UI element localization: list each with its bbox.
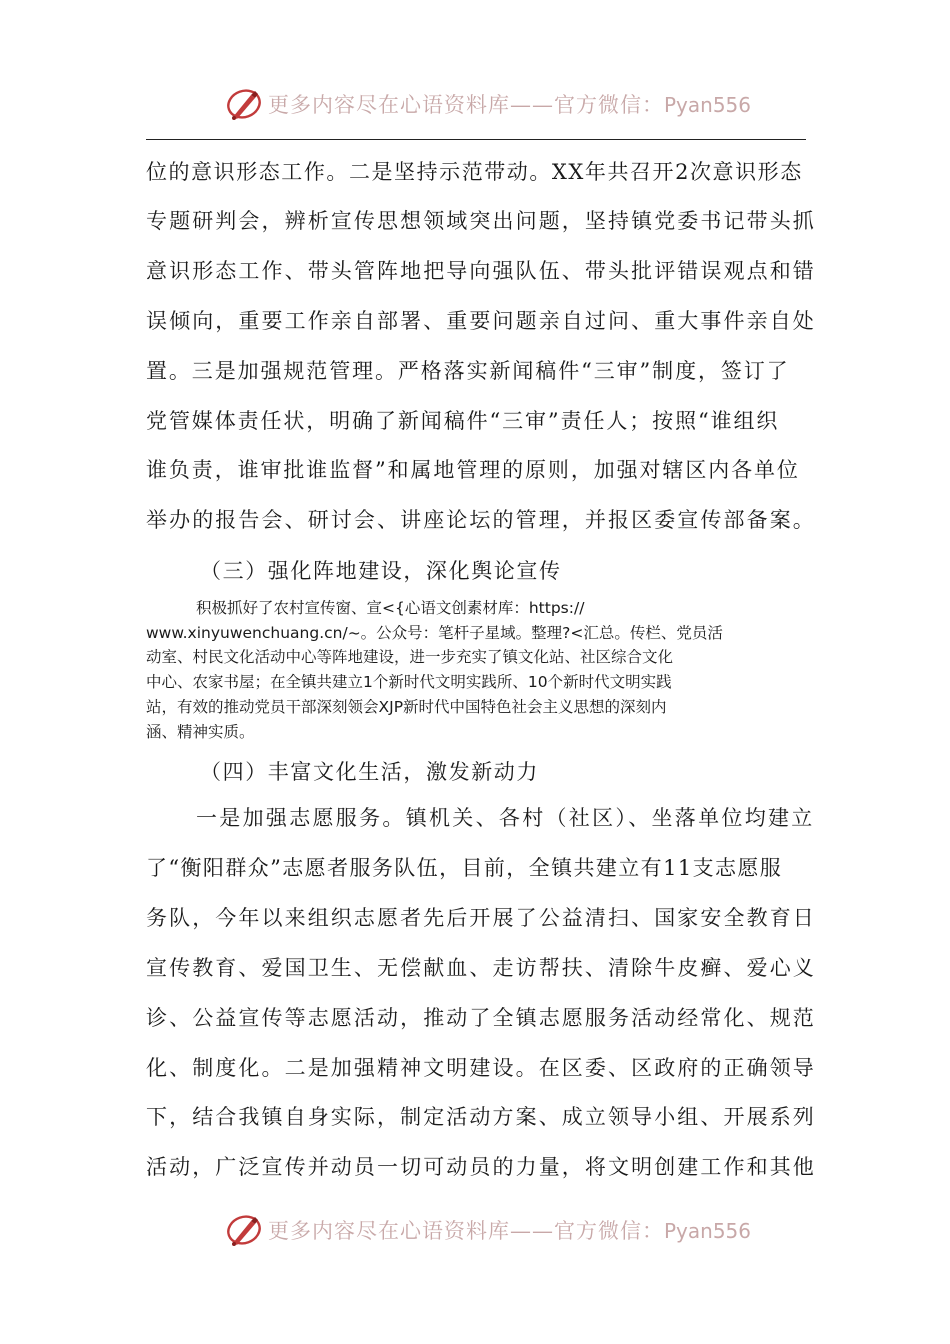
text-line: 了“衡阳群众”志愿者服务队伍，目前，全镇共建立有11支志愿服 <box>146 856 783 880</box>
text-line: 化、制度化。二是加强精神文明建设。在区委、区政府的正确领导 <box>146 1056 816 1080</box>
text-line: 举办的报告会、研讨会、讲座论坛的管理，并报区委宣传部备案。 <box>146 508 816 532</box>
watermark-wechat: 官方微信： <box>554 1219 664 1243</box>
header-rule <box>146 139 806 140</box>
text-line: www.xinyuwenchuang.cn/~。公众号：笔杆子星域。整理?<汇总。传栏、党员活 <box>146 623 723 642</box>
text-line: 党管媒体责任状，明确了新闻稿件“三审”责任人；按照“谁组织 <box>146 409 780 433</box>
header-watermark <box>0 80 950 130</box>
text-line: 专题研判会，辨析宣传思想领域突出问题，坚持镇党委书记带头抓 <box>146 209 816 233</box>
text-line: 宣传教育、爱国卫生、无偿献血、走访帮扶、清除牛皮癣、爱心义 <box>146 956 816 980</box>
text-line: 中心、农家书屋；在全镇共建立1个新时代文明实践所、10个新时代文明实践 <box>146 673 672 692</box>
watermark-dash: —— <box>510 1219 554 1243</box>
text-line: 置。三是加强规范管理。严格落实新闻稿件“三审”制度，签订了 <box>146 359 790 383</box>
section-heading-3: （三）强化阵地建设，深化舆论宣传 <box>200 559 562 583</box>
watermark-dash: —— <box>510 93 554 117</box>
text-line: 谁负责，谁审批谁监督”和属地管理的原则，加强对辖区内各单位 <box>146 458 800 482</box>
text-line: 动室、村民文化活动中心等阵地建设，进一步充实了镇文化站、社区综合文化 <box>146 648 674 667</box>
text-line: 意识形态工作、带头管阵地把导向强队伍、带头批评错误观点和错 <box>146 259 816 283</box>
paragraph-2 <box>146 596 806 744</box>
text-line: 诊、公益宣传等志愿活动，推动了全镇志愿服务活动经常化、规范 <box>146 1006 816 1030</box>
text-line: 位的意识形态工作。二是坚持示范带动。XX年共召开2次意识形态 <box>146 160 803 184</box>
watermark-account: Pyan556 <box>664 1219 752 1243</box>
text-line: 活动，广泛宣传并动员一切可动员的力量，将文明创建工作和其他 <box>146 1155 816 1179</box>
text-line: 下，结合我镇自身实际，制定活动方案、成立领导小组、开展系列 <box>146 1105 816 1129</box>
watermark-title: 更多内容尽在心语资料库 <box>268 93 510 117</box>
footer-watermark <box>0 1206 950 1256</box>
text-line: 误倾向，重要工作亲自部署、重要问题亲自过问、重大事件亲自处 <box>146 309 816 333</box>
text-line: 站，有效的推动党员干部深刻领会XJP新时代中国特色社会主义思想的深刻内 <box>146 697 667 716</box>
section-heading-4: （四）丰富文化生活，激发新动力 <box>200 760 539 784</box>
watermark-title: 更多内容尽在心语资料库 <box>268 1219 510 1243</box>
text-line: 一是加强志愿服务。镇机关、各村（社区）、坐落单位均建立 <box>196 806 815 830</box>
text-line: 积极抓好了农村宣传窗、宣<{心语文创素材库：https:// <box>196 599 585 617</box>
watermark-account: Pyan556 <box>664 93 752 117</box>
pen-logo-icon <box>224 1210 264 1250</box>
text-line: 涵、精神实质。 <box>146 722 255 741</box>
watermark-wechat: 官方微信： <box>554 93 664 117</box>
pen-logo-icon <box>224 84 264 124</box>
text-line: 务队，今年以来组织志愿者先后开展了公益清扫、国家安全教育日 <box>146 906 816 930</box>
